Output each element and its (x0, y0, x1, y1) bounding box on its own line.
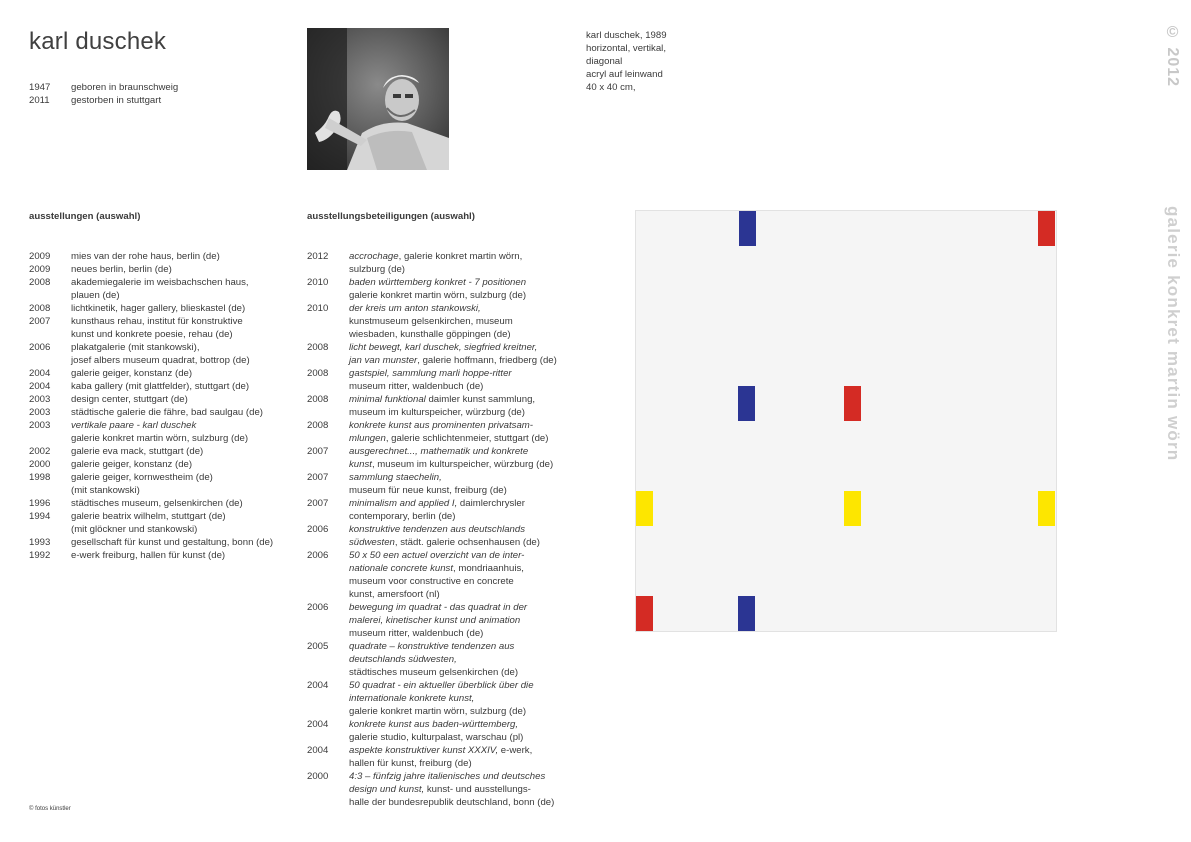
group-exhibition-entry (307, 770, 557, 809)
exhibition-text (349, 770, 557, 809)
exhibition-title: malerei, kinetischer kunst und animation (349, 615, 521, 626)
group-exhibition-entry (307, 367, 557, 393)
exhibition-title: accrochage (349, 251, 399, 262)
exhibition-line: galerie geiger, konstanz (de) (71, 368, 193, 379)
caption-line: karl duschek, 1989 (586, 30, 667, 41)
exhibition-text (71, 263, 279, 276)
exhibition-line (349, 497, 557, 510)
exhibition-title: minimal funktional (349, 394, 426, 405)
exhibition-title: 50 quadrat - ein aktueller überblick über die (349, 680, 534, 691)
artwork-painting (635, 210, 1057, 632)
exhibition-line (349, 445, 557, 458)
group-exhibition-entry (307, 302, 557, 341)
exhibition-line (349, 692, 557, 705)
caption-line: acryl auf leinwand (586, 69, 663, 80)
exhibition-entry (29, 471, 279, 497)
artwork-caption (586, 29, 667, 94)
exhibition-title: nationale concrete kunst (349, 563, 453, 574)
exhibition-year: 1993 (29, 537, 51, 548)
exhibition-year: 2007 (307, 446, 329, 457)
exhibition-line (349, 757, 557, 770)
exhibition-year: 2000 (29, 459, 51, 470)
exhibition-text (349, 302, 557, 341)
exhibition-text (349, 523, 557, 549)
exhibition-line (349, 302, 557, 315)
exhibition-year: 2004 (307, 719, 329, 730)
exhibition-title: jan van munster (349, 355, 418, 366)
exhibition-title: konkrete kunst aus baden-württemberg, (349, 719, 519, 730)
exhibition-line: josef albers museum quadrat, bottrop (de) (71, 355, 250, 366)
caption-line: 40 x 40 cm, (586, 82, 636, 93)
exhibition-title: bewegung im quadrat - das quadrat in der (349, 602, 528, 613)
exhibition-line: design center, stuttgart (de) (71, 394, 188, 405)
exhibition-text (349, 276, 557, 302)
exhibition-text (349, 718, 557, 744)
exhibition-line (349, 471, 557, 484)
exhibition-title: deutschlands südwesten, (349, 654, 457, 665)
group-exhibition-entry (307, 276, 557, 302)
exhibition-venue: museum im kulturspeicher, würzburg (de) (349, 407, 525, 418)
exhibition-venue: galerie konkret martin wörn, sulzburg (de) (349, 290, 527, 301)
exhibition-entry (29, 315, 279, 341)
exhibition-title: internationale konkrete kunst, (349, 693, 475, 704)
artist-portrait-photo (307, 28, 449, 170)
exhibition-year: 2004 (29, 368, 51, 379)
group-exhibition-entry (307, 471, 557, 497)
exhibition-line: galerie konkret martin wörn, sulzburg (de) (71, 433, 249, 444)
exhibition-venue: kunst, amersfoort (nl) (349, 589, 440, 600)
exhibition-venue: contemporary, berlin (de) (349, 511, 456, 522)
exhibition-year: 2003 (29, 394, 51, 405)
portrait-image (307, 28, 449, 170)
bio-row-death (29, 94, 178, 107)
exhibition-text (71, 445, 279, 458)
exhibition-text (349, 445, 557, 471)
exhibition-entry (29, 367, 279, 380)
exhibition-line: vertikale paare - karl duschek (71, 420, 197, 431)
exhibition-entry (29, 393, 279, 406)
group-exhibition-entry (307, 601, 557, 640)
bio-year: 1947 (29, 82, 51, 93)
group-exhibitions-list (307, 250, 557, 809)
painting-blue-rect (739, 211, 756, 246)
exhibition-text (71, 250, 279, 263)
exhibition-text (349, 393, 557, 419)
exhibition-venue: kunstmuseum gelsenkirchen, museum (349, 316, 513, 327)
exhibition-venue: hallen für kunst, freiburg (de) (349, 758, 472, 769)
exhibition-line: neues berlin, berlin (de) (71, 264, 172, 275)
exhibition-text (71, 367, 279, 380)
exhibition-line (349, 263, 557, 276)
caption-line: horizontal, vertikal, (586, 43, 666, 54)
group-exhibition-entry (307, 640, 557, 679)
photo-credit: © fotos künstler (29, 806, 71, 812)
exhibition-line: gesellschaft für kunst und gestaltung, bonn (de) (71, 537, 274, 548)
exhibition-line (349, 523, 557, 536)
bio-year: 2011 (29, 95, 50, 106)
painting-blue-rect (738, 596, 755, 631)
exhibition-year: 2004 (307, 745, 329, 756)
exhibition-text (71, 510, 279, 536)
exhibition-line: kunsthaus rehau, institut für konstruktive (71, 316, 243, 327)
exhibition-line: galerie geiger, kornwestheim (de) (71, 472, 213, 483)
exhibition-line (349, 536, 557, 549)
exhibition-title: konstruktive tendenzen aus deutschlands (349, 524, 525, 535)
exhibition-year: 2006 (307, 550, 329, 561)
painting-yellow-rect (844, 491, 861, 526)
exhibition-line (349, 289, 557, 302)
exhibition-entry (29, 536, 279, 549)
exhibition-line (349, 562, 557, 575)
exhibition-title: mlungen (349, 433, 386, 444)
exhibition-line (349, 393, 557, 406)
exhibition-line: städtische galerie die fähre, bad saulgau (de) (71, 407, 263, 418)
exhibition-line (349, 653, 557, 666)
exhibitions-list (29, 250, 279, 562)
exhibition-entry (29, 380, 279, 393)
exhibition-line (349, 731, 557, 744)
exhibition-line (349, 380, 557, 393)
bio-text: gestorben in stuttgart (71, 95, 162, 106)
exhibition-year: 2000 (307, 771, 329, 782)
exhibition-title: sammlung staechelin, (349, 472, 442, 483)
exhibition-year: 2003 (29, 407, 51, 418)
exhibition-text (71, 380, 279, 393)
exhibition-venue: daimler kunst sammlung, (425, 394, 536, 405)
exhibition-year: 2008 (307, 368, 329, 379)
exhibition-line: plakatgalerie (mit stankowski), (71, 342, 200, 353)
exhibition-venue: museum für neue kunst, freiburg (de) (349, 485, 507, 496)
exhibition-title: licht bewegt, karl duschek, siegfried kreitner, (349, 342, 538, 353)
group-exhibition-entry (307, 341, 557, 367)
exhibition-text (349, 341, 557, 367)
exhibition-text (349, 367, 557, 393)
exhibition-line: kunst und konkrete poesie, rehau (de) (71, 329, 233, 340)
exhibition-venue: wiesbaden, kunsthalle göppingen (de) (349, 329, 511, 340)
exhibition-text (71, 302, 279, 315)
exhibition-entry (29, 276, 279, 302)
exhibition-year: 2004 (29, 381, 51, 392)
exhibition-entry (29, 549, 279, 562)
exhibition-line (349, 744, 557, 757)
exhibition-line (349, 679, 557, 692)
exhibition-year: 2004 (307, 680, 329, 691)
exhibition-line (349, 705, 557, 718)
exhibition-venue: galerie konkret martin wörn, sulzburg (de) (349, 706, 527, 717)
exhibition-venue: museum ritter, waldenbuch (de) (349, 628, 484, 639)
exhibition-year: 2008 (307, 420, 329, 431)
exhibition-title: konkrete kunst aus prominenten privatsam- (349, 420, 533, 431)
exhibition-text (349, 679, 557, 718)
exhibition-venue: kunst- und ausstellungs- (424, 784, 531, 795)
copyright-notice: © 2012 (1164, 24, 1181, 88)
exhibition-year: 2010 (307, 303, 329, 314)
artist-bio (29, 81, 178, 107)
painting-red-rect (844, 386, 861, 421)
exhibition-entry (29, 445, 279, 458)
exhibition-text (71, 419, 279, 445)
exhibition-venue: , museum im kulturspeicher, würzburg (de) (371, 459, 554, 470)
exhibition-venue: , galerie hoffmann, friedberg (de) (417, 355, 557, 366)
exhibition-year: 2002 (29, 446, 51, 457)
exhibition-entry (29, 458, 279, 471)
exhibition-line: (mit glöckner und stankowski) (71, 524, 198, 535)
exhibition-line (349, 484, 557, 497)
group-exhibition-entry (307, 718, 557, 744)
exhibition-line (349, 250, 557, 263)
group-exhibition-entry (307, 250, 557, 276)
exhibition-venue: halle der bundesrepublik deutschland, bonn (de) (349, 797, 555, 808)
exhibition-text (71, 315, 279, 341)
exhibition-title: baden württemberg konkret - 7 positionen (349, 277, 527, 288)
exhibition-title: design und kunst, (349, 784, 425, 795)
gallery-name: galerie konkret martin wörn (1164, 206, 1183, 462)
exhibition-text (349, 601, 557, 640)
exhibition-year: 2007 (307, 472, 329, 483)
exhibition-line: galerie beatrix wilhelm, stuttgart (de) (71, 511, 226, 522)
exhibition-text (349, 549, 557, 601)
painting-yellow-rect (636, 491, 653, 526)
exhibition-line: lichtkinetik, hager gallery, blieskastel (de) (71, 303, 246, 314)
exhibition-text (71, 458, 279, 471)
group-exhibition-entry (307, 523, 557, 549)
exhibition-title: südwesten (349, 537, 395, 548)
exhibition-line (349, 640, 557, 653)
group-exhibition-entry (307, 497, 557, 523)
exhibition-title: der kreis um anton stankowski, (349, 303, 481, 314)
painting-red-rect (636, 596, 653, 631)
exhibition-venue: , städt. galerie ochsenhausen (de) (394, 537, 540, 548)
exhibition-year: 1992 (29, 550, 51, 561)
exhibition-year: 2008 (29, 277, 51, 288)
exhibition-line (349, 666, 557, 679)
exhibition-year: 2006 (29, 342, 51, 353)
exhibition-entry (29, 341, 279, 367)
exhibition-text (349, 744, 557, 770)
exhibition-year: 1994 (29, 511, 51, 522)
exhibition-text (71, 341, 279, 367)
exhibition-venue: sulzburg (de) (349, 264, 405, 275)
exhibition-line: galerie eva mack, stuttgart (de) (71, 446, 204, 457)
exhibition-line (349, 796, 557, 809)
exhibition-entry (29, 263, 279, 276)
exhibition-text (349, 471, 557, 497)
exhibition-venue: , galerie schlichtenmeier, stuttgart (de) (385, 433, 549, 444)
exhibition-title: 50 x 50 een actuel overzicht van de inter- (349, 550, 525, 561)
exhibition-line (349, 354, 557, 367)
exhibition-line (349, 614, 557, 627)
exhibition-text (349, 250, 557, 276)
exhibition-line (349, 315, 557, 328)
exhibition-line (349, 718, 557, 731)
exhibition-year: 2006 (307, 602, 329, 613)
exhibition-line (349, 549, 557, 562)
exhibition-year: 2009 (29, 264, 51, 275)
bio-row-birth (29, 81, 178, 94)
painting-blue-rect (738, 386, 755, 421)
exhibition-line (349, 419, 557, 432)
exhibition-year: 2008 (29, 303, 51, 314)
artist-name: karl duschek (29, 28, 167, 55)
exhibition-line (349, 575, 557, 588)
exhibition-line (349, 627, 557, 640)
exhibition-title: minimalism and applied I, (349, 498, 458, 509)
exhibition-text (71, 549, 279, 562)
exhibition-text (71, 536, 279, 549)
exhibition-entry (29, 302, 279, 315)
exhibition-venue: , mondriaanhuis, (453, 563, 524, 574)
exhibition-year: 2012 (307, 251, 329, 262)
exhibition-text (349, 497, 557, 523)
exhibition-venue: , galerie konkret martin wörn, (398, 251, 523, 262)
exhibition-venue: daimlerchrysler (457, 498, 525, 509)
group-exhibitions-heading: ausstellungsbeteiligungen (auswahl) (307, 211, 475, 222)
exhibition-title: aspekte konstruktiver kunst XXXIV, (349, 745, 499, 756)
exhibition-venue: galerie studio, kulturpalast, warschau (pl) (349, 732, 524, 743)
exhibition-title: kunst (349, 459, 372, 470)
exhibition-line (349, 328, 557, 341)
bio-text: geboren in braunschweig (71, 82, 179, 93)
exhibition-title: gastspiel, sammlung marli hoppe-ritter (349, 368, 512, 379)
exhibition-entry (29, 497, 279, 510)
exhibition-line (349, 341, 557, 354)
exhibition-entry (29, 510, 279, 536)
exhibition-entry (29, 406, 279, 419)
exhibition-year: 2009 (29, 251, 51, 262)
exhibition-line: galerie geiger, konstanz (de) (71, 459, 193, 470)
exhibition-venue: museum ritter, waldenbuch (de) (349, 381, 484, 392)
painting-yellow-rect (1038, 491, 1055, 526)
exhibition-text (71, 471, 279, 497)
exhibition-entry (29, 250, 279, 263)
exhibition-text (349, 640, 557, 679)
group-exhibition-entry (307, 393, 557, 419)
exhibition-line (349, 601, 557, 614)
exhibition-line (349, 510, 557, 523)
exhibition-year: 2008 (307, 342, 329, 353)
group-exhibition-entry (307, 445, 557, 471)
exhibition-line: (mit stankowski) (71, 485, 140, 496)
exhibition-venue: museum voor constructive en concrete (349, 576, 514, 587)
exhibition-text (71, 497, 279, 510)
exhibition-year: 2007 (29, 316, 51, 327)
exhibition-year: 2006 (307, 524, 329, 535)
exhibition-line: akademiegalerie im weisbachschen haus, (71, 277, 249, 288)
exhibition-year: 1996 (29, 498, 51, 509)
painting-red-rect (1038, 211, 1055, 246)
group-exhibition-entry (307, 549, 557, 601)
exhibitions-heading: ausstellungen (auswahl) (29, 211, 141, 222)
exhibition-line: mies van der rohe haus, berlin (de) (71, 251, 220, 262)
exhibition-year: 2003 (29, 420, 51, 431)
group-exhibition-entry (307, 744, 557, 770)
exhibition-text (349, 419, 557, 445)
exhibition-entry (29, 419, 279, 445)
exhibition-year: 2005 (307, 641, 329, 652)
exhibition-year: 2010 (307, 277, 329, 288)
exhibition-line (349, 770, 557, 783)
exhibition-title: 4:3 – fünfzig jahre italienisches und deutsches (349, 771, 546, 782)
exhibition-venue: städtisches museum gelsenkirchen (de) (349, 667, 519, 678)
exhibition-text (71, 276, 279, 302)
exhibition-line: plauen (de) (71, 290, 120, 301)
exhibition-line (349, 367, 557, 380)
exhibition-line (349, 406, 557, 419)
exhibition-line (349, 276, 557, 289)
group-exhibition-entry (307, 679, 557, 718)
exhibition-venue: e-werk, (498, 745, 533, 756)
exhibition-line (349, 458, 557, 471)
exhibition-line (349, 432, 557, 445)
exhibition-year: 2008 (307, 394, 329, 405)
exhibition-line: e-werk freiburg, hallen für kunst (de) (71, 550, 226, 561)
exhibition-line: kaba gallery (mit glattfelder), stuttgart (de) (71, 381, 250, 392)
exhibition-text (71, 393, 279, 406)
exhibition-year: 1998 (29, 472, 51, 483)
exhibition-line (349, 588, 557, 601)
exhibition-line (349, 783, 557, 796)
exhibition-year: 2007 (307, 498, 329, 509)
exhibition-title: quadrate – konstruktive tendenzen aus (349, 641, 515, 652)
caption-line: diagonal (586, 56, 623, 67)
exhibition-title: ausgerechnet..., mathematik und konkrete (349, 446, 529, 457)
exhibition-text (71, 406, 279, 419)
group-exhibition-entry (307, 419, 557, 445)
exhibition-line: städtisches museum, gelsenkirchen (de) (71, 498, 243, 509)
